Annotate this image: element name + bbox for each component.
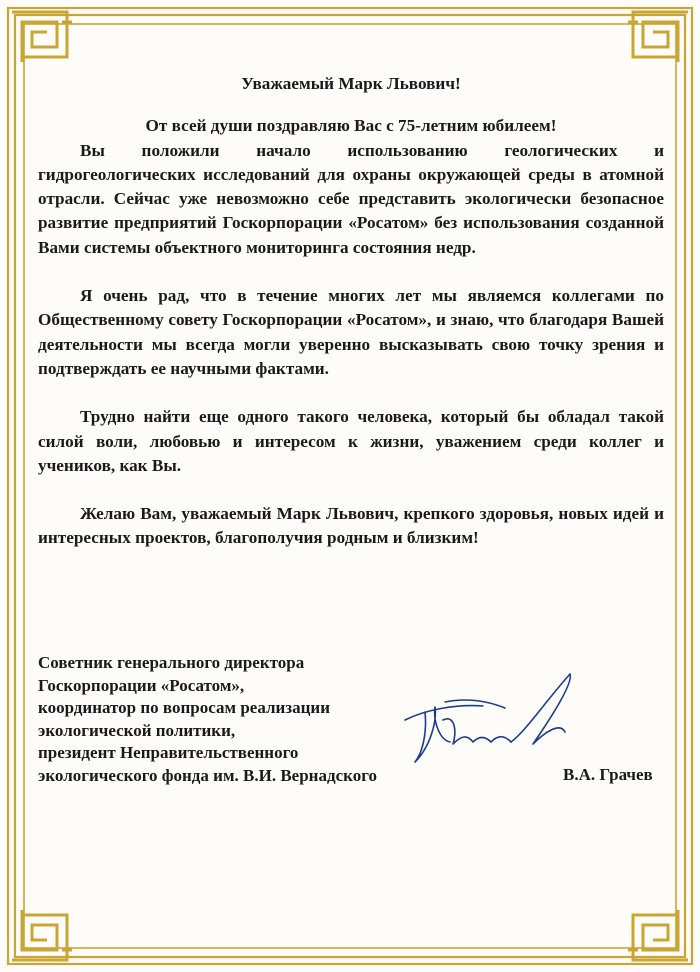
corner-knot-top-left [12, 12, 72, 62]
paragraph-3: Трудно найти еще одного такого человека, который бы обладал такой силой воли, любовью и интересом к жизни, уважением среди коллег и учеников, как Вы. [38, 407, 664, 475]
signatory-title-line: Советник генерального директора [38, 653, 305, 672]
signatory-title-line: координатор по вопросам реализации [38, 698, 331, 717]
signatory-title-line: президент Неправительственного [38, 743, 299, 762]
paragraph-1: Вы положили начало использованию геологических и гидрогеологических исследований для охраны окружающей среды в атомной отрасли. Сейчас уже невозможно себе представить экологически безопасное развитие предприятий Госкорпорации «Росатом» без использования созданной Вами системы объектного мониторинга состояния недр. [38, 140, 664, 257]
signatory-title [38, 652, 377, 787]
congratulation-line: От всей души поздравляю Вас с 75-летним юбилеем! [145, 116, 557, 136]
corner-knot-top-right [628, 12, 688, 62]
signatory-title-line: экологического фонда им. В.И. Вернадского [38, 765, 377, 785]
letter-body [38, 72, 664, 551]
signatory-title-line: экологической политики, [38, 720, 236, 740]
signatory-title-line: Госкорпорации «Росатом», [38, 675, 245, 695]
signatory-name: В.А. Грачев [563, 765, 653, 784]
corner-knot-bottom-right [628, 910, 688, 960]
greeting: Уважаемый Марк Львович! [241, 74, 461, 93]
paragraph-2: Я очень рад, что в течение многих лет мы являемся коллегами по Общественному совету Госкорпорации «Росатом», и знаю, что благодаря Вашей деятельности мы всегда могли уверенно высказывать свою точку зрения и подтверждать ее научными фактами. [38, 286, 664, 378]
corner-knot-bottom-left [12, 910, 72, 960]
handwritten-signature [395, 662, 595, 777]
paragraph-4: Желаю Вам, уважаемый Марк Львович, крепкого здоровья, новых идей и интересных проектов, благополучия родным и близким! [38, 504, 664, 548]
